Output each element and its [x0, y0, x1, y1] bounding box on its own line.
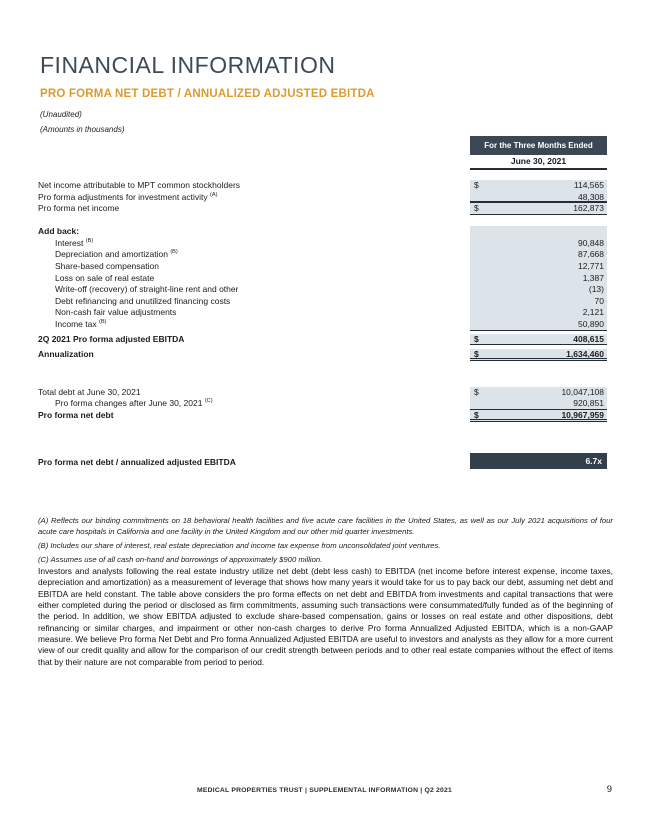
currency-symbol: $ [474, 410, 479, 420]
row-label-text: Annualization [38, 349, 94, 360]
table-spacer [38, 361, 607, 387]
row-amount: (13) [588, 284, 604, 295]
row-value [470, 307, 607, 319]
row-amount: 162,873 [573, 203, 604, 214]
row-label-text: Pro forma net debt [38, 410, 114, 420]
footnotes [38, 515, 613, 568]
row-value [470, 319, 607, 331]
row-label-text: Income tax [55, 319, 97, 330]
currency-symbol: $ [474, 386, 479, 397]
row-label-text: Pro forma adjustments for investment activity [38, 191, 208, 202]
page-number: 9 [606, 784, 612, 795]
row-label [38, 238, 470, 250]
row-label-text: Interest [55, 237, 84, 248]
ratio-label: Pro forma net debt / annualized adjusted EBITDA [38, 457, 236, 467]
row-label-text: Debt refinancing and unutilized financing costs [55, 295, 231, 306]
row-label-text: Depreciation and amortization [55, 249, 168, 260]
footnote-ref: (B) [170, 249, 178, 256]
row-label-text: Pro forma changes after June 30, 2021 [55, 398, 203, 409]
footnote-ref: (B) [98, 319, 107, 326]
row-label [38, 410, 470, 422]
row-label [38, 203, 470, 215]
row-label [38, 349, 470, 361]
row-amount: 10,047,108 [561, 386, 604, 397]
table-row [38, 180, 607, 192]
table-row [38, 319, 607, 331]
body-paragraph: Investors and analysts following the real estate industry utilize net debt (debt less cash) to EBITDA (net income before interest expense, income taxes, depreciation and amortization) as a measurement of leverage that shows how many years it would take for us to pay back our debt, assuming net debt and EBITDA are held constant. The table above considers the pro forma effects on net debt and EBITDA from investments and capital transactions that were either completed during the period or disclosed as firm commitments, assuming such transactions were consummated/fully funded as of the beginning of the period. In addition, we show EBITDA adjusted to exclude share-based compensation, gains or losses on real estate and other dispositions, debt refinancing or similar charges, and impairment or other non-cash charges to derive Pro forma Annualized Adjusted EBITDA, which is a non-GAAP measure. We believe Pro forma Net Debt and Pro forma Annualized Adjusted EBITDA are useful to investors and analysts as they allow for a more current view of our credit quality and allow for the comparison of our credit strength between periods and to other real estate companies without the effect of items that by their nature are not comparable from period to period. [38, 566, 613, 667]
footnote-ref: (C) [204, 398, 213, 405]
table-row [38, 307, 607, 319]
row-label [38, 284, 470, 296]
footnote-a: (A) Reflects our binding commitments on 18 behavioral health facilities and five acute care facilities in the United States, as well as our July 2021 acquisitions of four acute care hospitals in California and one facility in the United Kingdom and our other mid quarter investments. [38, 516, 613, 537]
row-value [470, 249, 607, 261]
table-spacer [38, 215, 607, 227]
table-row [38, 349, 607, 361]
footnote-ref: (B) [85, 238, 94, 245]
amounts-note: (Amounts in thousands) [40, 125, 125, 134]
row-amount: 70 [594, 295, 604, 306]
row-label-text: Share-based compensation [55, 261, 159, 272]
row-value [470, 410, 607, 422]
row-amount: 1,634,460 [566, 349, 604, 360]
table-row [38, 261, 607, 273]
row-label [38, 398, 470, 410]
row-value [470, 296, 607, 308]
row-value [470, 284, 607, 296]
row-amount: 408,615 [573, 333, 604, 344]
row-amount: 114,565 [573, 180, 604, 190]
row-amount: 87,668 [578, 249, 604, 260]
row-value [470, 387, 607, 399]
row-label [38, 273, 470, 285]
table-row [38, 192, 607, 204]
table-row [38, 249, 607, 261]
ratio-value-box: 6.7x [470, 453, 607, 469]
row-label-text: Write-off (recovery) of straight-line rent and other [55, 284, 239, 295]
table-row [38, 226, 607, 238]
row-amount: 10,967,959 [561, 410, 604, 420]
row-label [38, 387, 470, 399]
currency-symbol: $ [474, 203, 479, 214]
table-row [38, 203, 607, 215]
row-value [470, 349, 607, 361]
footer-text: MEDICAL PROPERTIES TRUST | SUPPLEMENTAL INFORMATION | Q2 2021 [197, 787, 452, 794]
row-value [470, 261, 607, 273]
row-amount: 12,771 [578, 261, 604, 272]
section-subtitle: PRO FORMA NET DEBT / ANNUALIZED ADJUSTED EBITDA [40, 88, 375, 100]
row-value [470, 334, 607, 346]
row-amount: 2,121 [582, 307, 604, 318]
row-value [470, 180, 607, 192]
row-label-text: Pro forma net income [38, 203, 120, 214]
footnote-c: (C) Assumes use of all cash on-hand and borrowings of approximately $900 million. [38, 554, 323, 564]
row-amount: 1,387 [582, 272, 604, 283]
period-band: For the Three Months Ended [470, 136, 607, 155]
row-label-text: Non-cash fair value adjustments [55, 307, 177, 318]
row-label [38, 226, 470, 238]
row-label [38, 249, 470, 261]
table-row [38, 238, 607, 250]
footnote-ref: (A) [209, 191, 218, 198]
table-row [38, 410, 607, 422]
row-value [470, 398, 607, 410]
currency-symbol: $ [474, 333, 479, 344]
financial-table [38, 180, 607, 422]
unaudited-note: (Unaudited) [40, 110, 82, 119]
row-value [470, 238, 607, 250]
row-amount: 48,308 [578, 191, 604, 202]
row-label [38, 319, 470, 331]
row-label [38, 261, 470, 273]
page-title: FINANCIAL INFORMATION [40, 52, 336, 78]
row-amount: 90,848 [578, 237, 604, 248]
currency-symbol: $ [474, 349, 479, 360]
table-row [38, 284, 607, 296]
row-label-text: 2Q 2021 Pro forma adjusted EBITDA [38, 333, 185, 344]
row-amount: 920,851 [573, 398, 604, 409]
table-row [38, 273, 607, 285]
column-header [470, 136, 607, 170]
table-row [38, 334, 607, 346]
row-label-text: Add back: [38, 226, 80, 237]
row-label [38, 307, 470, 319]
table-row [38, 387, 607, 399]
row-label [38, 334, 470, 346]
footnote-b: (B) Includes our share of interest, real estate depreciation and income tax expense from unconsolidated joint ventures. [38, 541, 441, 551]
row-value [470, 273, 607, 285]
row-label-text: Loss on sale of real estate [55, 272, 155, 283]
currency-symbol: $ [474, 180, 479, 190]
table-row [38, 296, 607, 308]
table-row [38, 398, 607, 410]
period-date: June 30, 2021 [510, 156, 567, 166]
row-label [38, 192, 470, 204]
row-label [38, 296, 470, 308]
row-amount: 50,890 [578, 319, 604, 330]
row-label-text: Net income attributable to MPT common stockholders [38, 180, 241, 190]
row-value [470, 192, 607, 204]
row-value [470, 226, 607, 238]
row-label [38, 180, 470, 192]
row-value [470, 203, 607, 215]
row-label-text: Total debt at June 30, 2021 [38, 386, 141, 397]
